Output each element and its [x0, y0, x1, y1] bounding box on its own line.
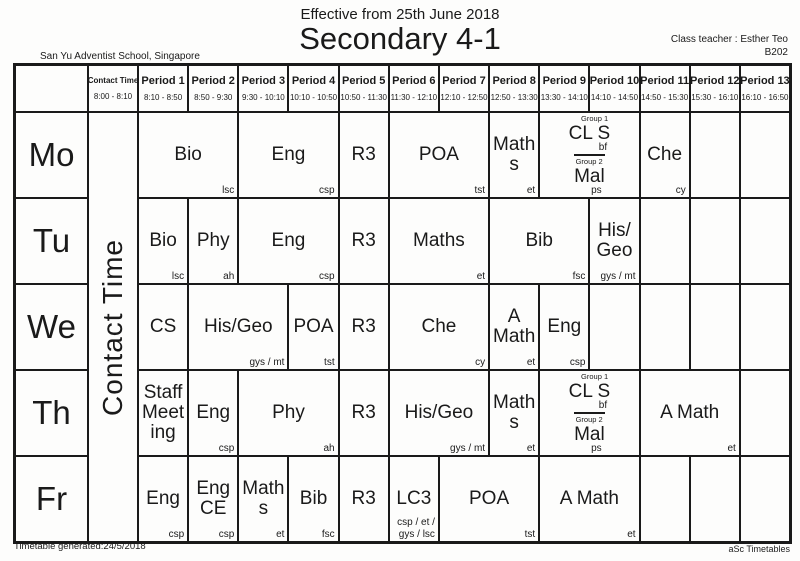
period-header — [439, 65, 489, 112]
teacher-code: csp / et / gys / lsc — [397, 517, 435, 540]
lesson-cell — [339, 198, 389, 284]
subject-label: A Math — [559, 488, 619, 510]
empty-period-cell — [640, 198, 690, 284]
empty-period-cell — [690, 284, 740, 370]
column-header-time: 16:10 - 16:50 — [741, 93, 789, 103]
teacher-code: et — [627, 528, 636, 540]
lesson-cell — [489, 198, 589, 284]
lesson-cell — [138, 198, 188, 284]
lesson-cell — [389, 198, 489, 284]
column-header-label: Period 11 — [640, 74, 690, 87]
column-header-time: 8:50 - 9:30 — [194, 93, 233, 103]
group-label: Group 2 — [575, 157, 603, 166]
column-header-time: 14:10 - 14:50 — [590, 93, 639, 103]
contact-time-cell — [88, 112, 138, 542]
subject-label: Eng CE — [196, 478, 231, 519]
teacher-code: lsc — [222, 184, 235, 196]
teacher-code: cy — [675, 184, 686, 196]
teacher-code: et — [276, 528, 285, 540]
lesson-cell — [188, 456, 238, 542]
lesson-cell — [539, 284, 589, 370]
teacher-code: ps — [591, 442, 602, 454]
period-header — [489, 65, 539, 112]
subject-label: Eng — [547, 316, 582, 338]
lesson-cell-split — [539, 112, 639, 198]
day-label: Tu — [15, 198, 88, 284]
subject-label: Maths — [493, 392, 536, 433]
day-label: Mo — [15, 112, 88, 198]
subject-label: His/Geo — [203, 316, 273, 338]
teacher-code: csp — [168, 528, 185, 540]
period-header — [138, 65, 188, 112]
subject-label: POA — [418, 144, 459, 166]
lesson-cell — [238, 456, 288, 542]
teacher-code: ah — [223, 270, 235, 282]
empty-period-cell — [690, 456, 740, 542]
lesson-cell — [439, 456, 539, 542]
lesson-split-half — [569, 113, 611, 154]
day-label: Fr — [15, 456, 88, 542]
lesson-cell — [339, 284, 389, 370]
group-label: Group 1 — [581, 114, 609, 123]
teacher-code: bf — [598, 399, 608, 411]
class-teacher-block — [671, 34, 788, 59]
column-header-label: Period 2 — [191, 74, 235, 87]
lesson-cell — [339, 370, 389, 456]
period-header — [288, 65, 338, 112]
teacher-code: et — [727, 442, 736, 454]
lesson-cell — [138, 456, 188, 542]
column-header-time: 14:50 - 15:30 — [641, 93, 689, 103]
empty-period-cell — [740, 456, 790, 542]
teacher-code: tst — [524, 528, 536, 540]
timetable-grid — [13, 63, 792, 544]
lesson-cell — [389, 456, 439, 542]
lesson-cell — [489, 112, 539, 198]
subject-label: POA — [469, 488, 510, 510]
school-name: San Yu Adventist School, Singapore — [40, 51, 200, 62]
group-label: Group 1 — [581, 372, 609, 381]
column-header-time: 10:10 - 10:50 — [289, 93, 338, 103]
teacher-code: bf — [598, 141, 608, 153]
lesson-cell-split — [539, 370, 639, 456]
column-header-time: 13:30 - 14:10 — [540, 93, 588, 103]
lesson-cell — [138, 112, 238, 198]
subject-label: His/Geo — [596, 220, 633, 261]
subject-label: Phy — [196, 230, 230, 252]
period-header — [389, 65, 439, 112]
lesson-cell — [339, 456, 389, 542]
lesson-cell — [238, 198, 338, 284]
effective-date: Effective from 25th June 2018 — [300, 6, 500, 23]
column-header-label: Period 5 — [341, 74, 386, 87]
column-header-label: Period 13 — [740, 74, 790, 87]
column-header-time: 11:30 - 12:10 — [390, 93, 438, 103]
empty-period-cell — [690, 112, 740, 198]
subject-label: Maths — [493, 134, 536, 175]
teacher-code: gys / mt — [249, 356, 285, 368]
lesson-cell — [288, 284, 338, 370]
lesson-cell — [640, 370, 740, 456]
period-header — [339, 65, 389, 112]
teacher-code: tst — [324, 356, 335, 368]
column-header-label: Period 10 — [589, 74, 640, 87]
empty-period-cell — [640, 284, 690, 370]
period-header — [589, 65, 639, 112]
empty-period-cell — [740, 198, 790, 284]
contact-time-label: Contact Time — [97, 238, 128, 416]
column-header-label: Contact Time — [87, 75, 139, 85]
day-label: We — [15, 284, 88, 370]
lesson-cell — [389, 370, 489, 456]
group-label: Group 2 — [575, 415, 603, 424]
column-header-time: 9:30 - 10:10 — [242, 93, 285, 103]
teacher-code: cy — [475, 356, 486, 368]
class-teacher-label: Class teacher : Esther Teo — [670, 34, 788, 45]
lesson-cell — [389, 284, 489, 370]
teacher-code: csp — [218, 528, 235, 540]
period-header — [539, 65, 589, 112]
empty-period-cell — [640, 456, 690, 542]
day-label: Th — [15, 370, 88, 456]
column-header-time: 12:50 - 13:30 — [490, 93, 538, 103]
lesson-cell — [138, 370, 188, 456]
subject-label: Eng — [271, 230, 306, 252]
empty-period-cell — [740, 370, 790, 456]
subject-label: CS — [149, 316, 177, 338]
lesson-cell — [188, 370, 238, 456]
teacher-code: fsc — [572, 270, 586, 282]
teacher-code: gys / mt — [450, 442, 486, 454]
subject-label: Bib — [525, 230, 553, 252]
lesson-split-half — [569, 371, 611, 412]
column-header-label: Period 8 — [492, 74, 536, 87]
column-header-label: Period 7 — [442, 74, 486, 87]
lesson-cell — [339, 112, 389, 198]
subject-label: His/Geo — [404, 402, 474, 424]
column-header-label: Period 12 — [690, 74, 740, 87]
subject-label: R3 — [351, 402, 376, 424]
period-header — [640, 65, 690, 112]
column-header-label: Period 4 — [291, 74, 336, 87]
lesson-cell — [238, 370, 338, 456]
corner-cell — [15, 65, 88, 112]
contact-time-header — [88, 65, 138, 112]
teacher-code: tst — [474, 184, 486, 196]
empty-period-cell — [740, 112, 790, 198]
asc-watermark: aSc Timetables — [728, 544, 790, 554]
subject-label: Eng — [271, 144, 306, 166]
subject-label: POA — [293, 316, 334, 338]
lesson-cell — [138, 284, 188, 370]
period-header — [238, 65, 288, 112]
teacher-code: csp — [218, 442, 235, 454]
lesson-cell — [489, 284, 539, 370]
lesson-cell — [539, 456, 639, 542]
room-label: B202 — [764, 46, 788, 58]
subject-label: Che — [647, 144, 683, 166]
teacher-code: gys / mt — [600, 270, 636, 282]
lesson-cell — [589, 198, 639, 284]
column-header-label: Period 1 — [141, 74, 185, 87]
subject-label: A Math — [660, 402, 720, 424]
period-header — [740, 65, 790, 112]
subject-label: CL S — [568, 380, 611, 402]
subject-label: R3 — [351, 144, 376, 166]
subject-label: Eng — [196, 402, 231, 424]
lesson-cell — [389, 112, 489, 198]
lesson-split-half — [574, 154, 605, 197]
subject-label: Staff Meeting — [141, 382, 185, 443]
subject-label: R3 — [351, 230, 376, 252]
teacher-code: csp — [569, 356, 586, 368]
column-header-time: 8:00 - 8:10 — [93, 92, 133, 102]
subject-label: CL S — [568, 122, 611, 144]
subject-label: Phy — [272, 402, 305, 424]
subject-label: Che — [421, 316, 457, 338]
subject-label: R3 — [351, 316, 376, 338]
column-header-label: Period 9 — [542, 74, 586, 87]
column-header-time: 15:30 - 16:10 — [691, 93, 739, 103]
column-header-time: 12:10 - 12:50 — [440, 93, 488, 103]
period-header — [690, 65, 740, 112]
teacher-code: csp — [319, 184, 335, 196]
lesson-cell — [188, 284, 288, 370]
page-title: Secondary 4-1 — [299, 21, 501, 56]
subject-label: Mal — [574, 165, 605, 187]
subject-label: Eng — [146, 488, 180, 510]
empty-period-cell — [740, 284, 790, 370]
teacher-code: et — [476, 270, 486, 282]
period-header — [188, 65, 238, 112]
column-header-time: 10:50 - 11:30 — [340, 93, 387, 103]
column-header-label: Period 3 — [241, 74, 286, 87]
subject-label: A Math — [493, 306, 536, 347]
subject-label: Bib — [299, 488, 328, 510]
teacher-code: et — [526, 442, 536, 454]
teacher-code: csp — [319, 270, 335, 282]
subject-label: LC3 — [396, 488, 432, 510]
teacher-code: fsc — [321, 528, 335, 540]
subject-label: Mal — [574, 423, 605, 445]
empty-period-cell — [690, 198, 740, 284]
teacher-code: et — [526, 184, 536, 196]
subject-label: Maths — [242, 478, 285, 519]
teacher-code: et — [526, 356, 536, 368]
lesson-cell — [288, 456, 338, 542]
subject-label: Maths — [413, 230, 465, 252]
lesson-cell — [188, 198, 238, 284]
column-header-label: Period 6 — [392, 74, 436, 87]
teacher-code: ah — [323, 442, 335, 454]
teacher-code: lsc — [171, 270, 185, 282]
subject-label: Bio — [174, 144, 202, 166]
teacher-code: ps — [591, 184, 602, 196]
lesson-cell — [489, 370, 539, 456]
column-header-time: 8:10 - 8:50 — [143, 93, 183, 103]
lesson-split-half — [574, 412, 605, 455]
lesson-cell — [238, 112, 338, 198]
generated-date: Timetable generated:24/5/2018 — [14, 541, 146, 552]
subject-label: Bio — [149, 230, 177, 252]
lesson-cell — [640, 112, 690, 198]
subject-label: R3 — [351, 488, 376, 510]
empty-period-cell — [589, 284, 639, 370]
